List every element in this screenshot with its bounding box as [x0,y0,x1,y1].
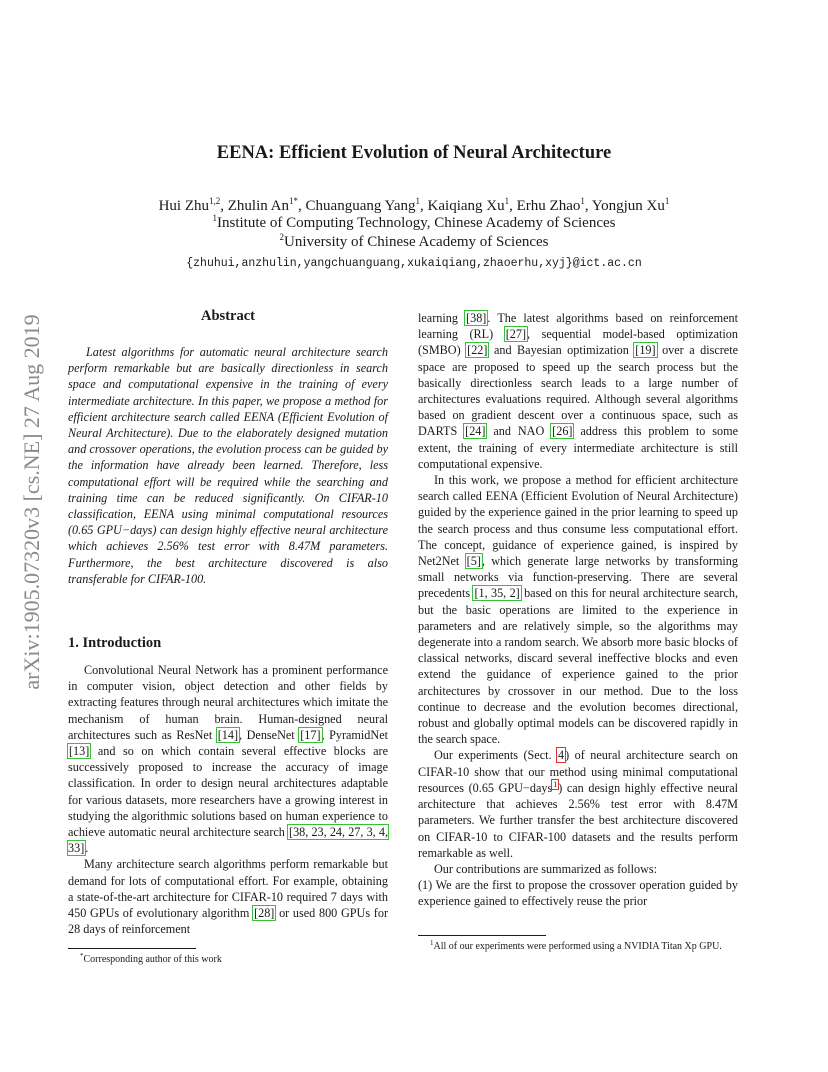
citation-link[interactable]: [5] [466,554,481,569]
author-name: , Yongjun Xu [584,198,665,214]
citation-link[interactable]: [27] [505,327,527,342]
author-name: , Zhulin An [220,198,290,214]
footnote-divider [68,948,196,949]
author-affil-mark: 1 [664,196,670,206]
author-name: , Kaiqiang Xu [420,198,505,214]
author-affil-mark: 1* [289,196,299,206]
citation-link[interactable]: [17] [300,727,321,742]
paper-title: EENA: Efficient Evolution of Neural Architecture [216,143,612,163]
footnote-corresponding-author: *Corresponding author of this work [80,952,222,965]
author-affil-mark: 1,2 [209,196,221,206]
author-emails: {zhuhui,anzhulin,yangchuanguang,xukaiqiang,zhaoerhu,xyj}@ict.ac.cn [186,257,642,270]
citation-link[interactable]: [28] [254,906,275,921]
right-paragraph-2: In this work, we propose a method for efficient architecture search called EENA (Efficient Evolution of Neural Architecture) guided by the experience gained in the prior learning to speed up the search process and thus consume less computational effort. The concept, guidance of experience gained, is inspired by Net2Net [5], which generate large networks by transforming small networks via function-preserving. There are several precedents [1, 35, 2] based on this for neural architecture search, but the basic operations are limited to the experience in parameters and are relatively simple, so the algorithms may degenerate into a random search. We absorb more basic blocks of classical networks, discard several ineffective blocks and even extend the guidance of experience gained to the prior architectures by crossover in our method. Due to the loss continue to decrease and the evolution becomes directional, robust and globally optimal models can be discovered rapidly in the search space. [418,473,739,747]
footnote-divider [418,935,546,936]
citation-link[interactable]: [1, 35, 2] [474,586,520,601]
affiliation-2 [0,234,828,251]
affiliation-text: University of Chinese Academy of Sciences [283,234,549,250]
abstract-heading: Abstract [201,308,255,324]
citation-link[interactable]: [38] [466,311,487,325]
right-column-paragraphs [418,310,738,910]
affiliation-mark: 1 [212,213,218,223]
author-affil-mark: 1 [415,196,421,206]
right-paragraph-1: learning [38]. The latest algorithms based on reinforcement learning (RL) [27], sequential model-based optimization (SMBO) [22] and Bayesian optimization [19] over a discrete space are proposed to speed up the search process but the basically directionless search leads to a large number of architectures evaluations required. Although several algorithms based on gradient descent over a continuous space, such as DARTS [24] and NAO [26] address this problem to some extent, the training of every intermediate architecture is still computational expensive. [418,311,739,471]
author-name: , Chuanguang Yang [298,198,416,214]
citation-link[interactable]: [26] [552,424,573,439]
right-paragraph-3: Our experiments (Sect. 4) of neural architecture search on CIFAR-10 show that our method using minimal computational resources (0.65 GPU−days$^1$) can design highly effective neural architecture that achieves 2.56% test error with 8.47M parameters. We further transfer the best architecture discovered on CIFAR-10 to CIFAR-100 datasets and the results perform remarkable as well. [418,748,739,860]
intro-paragraph-1: Convolutional Neural Network has a prominent performance in computer vision, object detection and other fields by extracting features through neural architectures which imitate the mechanism of human brain. Human-designed neural architectures such as ResNet [14], DenseNet [17], PyramidNet [13] and so on which contain several effective blocks are successively proposed to increase the accuracy of image classification. In order to design neural architectures adaptable for various datasets, more researchers have a growing interest in studying the algorithmic solutions based on human experience to achieve automatic neural architecture search [38, 23, 24, 27, 3, 4, 33]. [68,663,388,856]
footnote-link[interactable]: 1 [553,779,558,789]
section-link[interactable]: 4 [558,748,565,763]
abstract-body: Latest algorithms for automatic neural architecture search perform remarkable but are basically directionless in search space and computational expensive in the training of every intermediate architecture. In this paper, we propose a method for efficient architecture search called EENA (Efficient Evolution of Neural Architecture). Due to the elaborately designed mutation and crossover operations, the evolution process can be guided by the information have already been learned. Therefore, less computational effort will be required while the searching and training time can be reduced significantly. On CIFAR-10 classification, EENA using minimal computational resources (0.65 GPU−days) can design highly effective neural architecture which achieves 2.56% test error with 8.47M parameters. Furthermore, the best architecture discovered is also transferable for CIFAR-100. [68,345,388,586]
citation-link[interactable]: [38, 23, 24, 27, 3, 4, 33] [68,825,388,856]
citation-link[interactable]: [14] [217,727,239,742]
author-affil-mark: 1 [504,196,510,206]
arxiv-stamp-text: arXiv:1905.07320v3 [cs.NE] 27 Aug 2019 [19,314,44,690]
section-heading-introduction: 1. Introduction [68,635,162,651]
footnote-mark: * [80,952,84,960]
citation-link[interactable]: [22] [467,343,488,358]
affiliation-text: Institute of Computing Technology, Chinese Academy of Sciences [217,215,616,231]
right-paragraph-5: (1) We are the first to propose the crossover operation guided by experience gained to effectively reuse the prior [418,878,738,909]
right-paragraph-4: Our contributions are summarized as follows: [434,861,658,876]
citation-link[interactable]: [24] [465,424,486,439]
intro-paragraphs [68,662,388,937]
citation-link[interactable]: [13] [69,744,90,759]
affiliation-1 [0,215,828,232]
affiliation-mark: 2 [279,232,284,242]
citation-link[interactable]: [19] [635,343,656,358]
author-list [0,196,828,216]
arxiv-stamp [19,255,46,750]
author-affil-mark: 1 [580,196,585,206]
footnote-gpu: $^1$All of our experiments were performed using a NVIDIA Titan Xp GPU. [430,939,722,952]
intro-paragraph-2: Many architecture search algorithms perform remarkable but demand for lots of computational effort. For example, obtaining a state-of-the-art architecture for CIFAR-10 required 7 days with 450 GPUs of evolutionary algorithm [28] or used 800 GPUs for 28 days of reinforcement [68,857,388,937]
author-name: , Erhu Zhao [509,198,581,214]
footnote-mark: 1 [430,939,434,947]
author-name: Hui Zhu [158,198,210,214]
